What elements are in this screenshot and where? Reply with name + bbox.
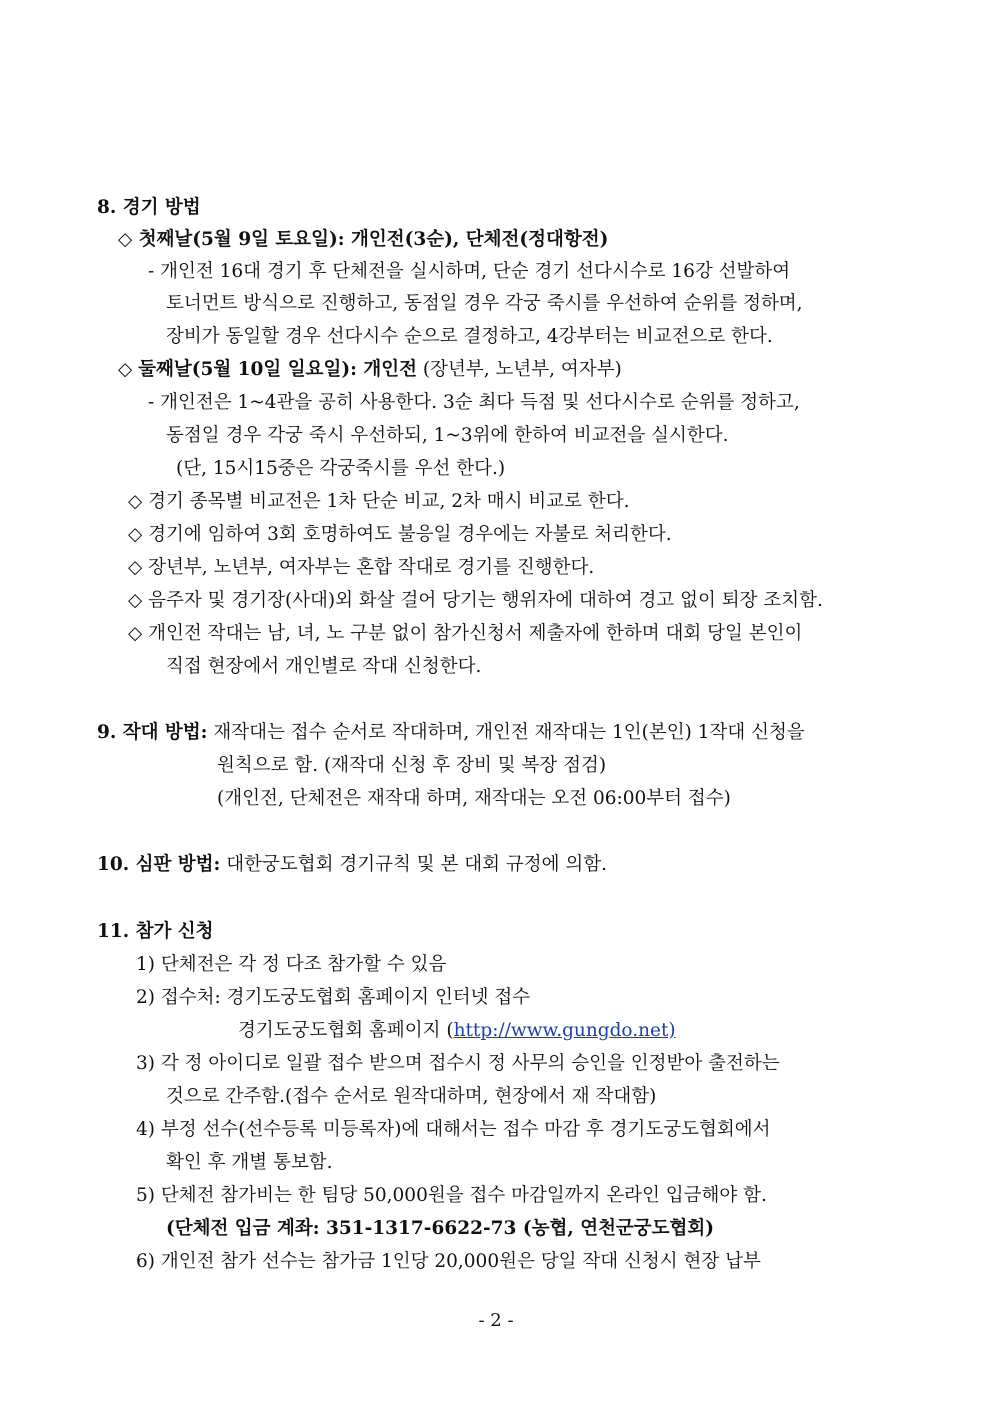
day2-line-2: 동점일 경우 각궁 죽시 우선하되, 1~3위에 한하여 비교전을 실시한다. <box>166 425 729 446</box>
diamond-bullet-icon: ◇ <box>118 359 133 380</box>
section-10-row <box>97 853 607 877</box>
apply-item-3: 3) 각 정 아이디로 일괄 접수 받으며 접수시 정 사무의 승인을 인정받아 출전하는 <box>136 1053 780 1074</box>
section-9-line-2: 원칙으로 함. (재작대 신청 후 장비 및 복장 점검) <box>217 755 607 776</box>
day1-line-2: 토너먼트 방식으로 진행하고, 동점일 경우 각궁 죽시를 우선하여 순위를 정하며, <box>166 293 803 314</box>
section-9-heading: 9. 작대 방법: <box>97 722 208 743</box>
rule-individual-group-cont: 직접 현장에서 개인별로 작대 신청한다. <box>166 656 482 677</box>
day1-title: 첫째날(5월 9일 토요일): 개인전(3순), 단체전(정대항전) <box>138 229 609 250</box>
section-10-text: 대한궁도협회 경기규칙 및 본 대회 규정에 의함. <box>226 854 607 875</box>
day1-line-3: 장비가 동일할 경우 선다시수 순으로 결정하고, 4강부터는 비교전으로 한다. <box>166 326 773 347</box>
day2-line-3: (단, 15시15중은 각궁죽시를 우선 한다.) <box>176 458 506 479</box>
day1-title-row <box>118 228 608 252</box>
section-9-line-1: 재작대는 접수 순서로 작대하며, 개인전 재작대는 1인(본인) 1작대 신청을 <box>213 722 805 743</box>
apply-item-4-cont: 확인 후 개별 통보함. <box>166 1152 333 1173</box>
apply-item-1: 1) 단체전은 각 정 다조 참가할 수 있음 <box>136 954 447 975</box>
team-account-info: (단체전 입금 계좌: 351-1317-6622-73 (농협, 연천군궁도협회) <box>166 1218 715 1239</box>
rule-comparison: ◇ 경기 종목별 비교전은 1차 단순 비교, 2차 매시 비교로 한다. <box>128 491 630 512</box>
homepage-label: 경기도궁도협회 홈페이지 ( <box>238 1020 454 1041</box>
section-9-line-3: (개인전, 단체전은 재작대 하며, 재작대는 오전 06:00부터 접수) <box>217 788 731 809</box>
day2-title-row <box>118 358 622 382</box>
rule-expulsion: ◇ 음주자 및 경기장(사대)외 화살 걸어 당기는 행위자에 대하여 경고 없이 퇴장 조치함. <box>128 590 823 611</box>
section-11-heading: 11. 참가 신청 <box>97 921 214 942</box>
homepage-link[interactable]: http://www.gungdo.net) <box>453 1020 676 1041</box>
apply-item-4: 4) 부정 선수(선수등록 미등록자)에 대해서는 접수 마감 후 경기도궁도협회에서 <box>136 1119 771 1140</box>
rule-mixed-group: ◇ 장년부, 노년부, 여자부는 혼합 작대로 경기를 진행한다. <box>128 557 595 578</box>
section-8-heading: 8. 경기 방법 <box>97 197 201 218</box>
page-number: - 2 - <box>478 1310 514 1331</box>
apply-item-6: 6) 개인전 참가 선수는 참가금 1인당 20,000원은 당일 작대 신청시 현장 납부 <box>136 1251 761 1272</box>
apply-item-5: 5) 단체전 참가비는 한 팀당 50,000원을 접수 마감일까지 온라인 입금해야 함. <box>136 1185 767 1206</box>
day2-divisions: (장년부, 노년부, 여자부) <box>422 359 622 380</box>
apply-item-2: 2) 접수처: 경기도궁도협회 홈페이지 인터넷 접수 <box>136 987 531 1008</box>
section-9-row <box>97 721 805 745</box>
apply-item-3-cont: 것으로 간주함.(접수 순서로 원작대하며, 현장에서 재 작대함) <box>166 1086 657 1107</box>
apply-item-2-sub <box>238 1019 676 1043</box>
day1-line-1: - 개인전 16대 경기 후 단체전을 실시하며, 단순 경기 선다시수로 16강 선발하여 <box>148 261 791 282</box>
rule-no-response: ◇ 경기에 임하여 3회 호명하여도 불응일 경우에는 자불로 처리한다. <box>128 524 672 545</box>
day2-line-1: - 개인전은 1~4관을 공히 사용한다. 3순 최다 득점 및 선다시수로 순위를 정하고, <box>148 392 800 413</box>
section-10-heading: 10. 심판 방법: <box>97 854 221 875</box>
day2-title: 둘째날(5월 10일 일요일): 개인전 <box>138 359 417 380</box>
diamond-bullet-icon: ◇ <box>118 229 133 250</box>
rule-individual-group: ◇ 개인전 작대는 남, 녀, 노 구분 없이 참가신청서 제출자에 한하며 대회 당일 본인이 <box>128 623 803 644</box>
